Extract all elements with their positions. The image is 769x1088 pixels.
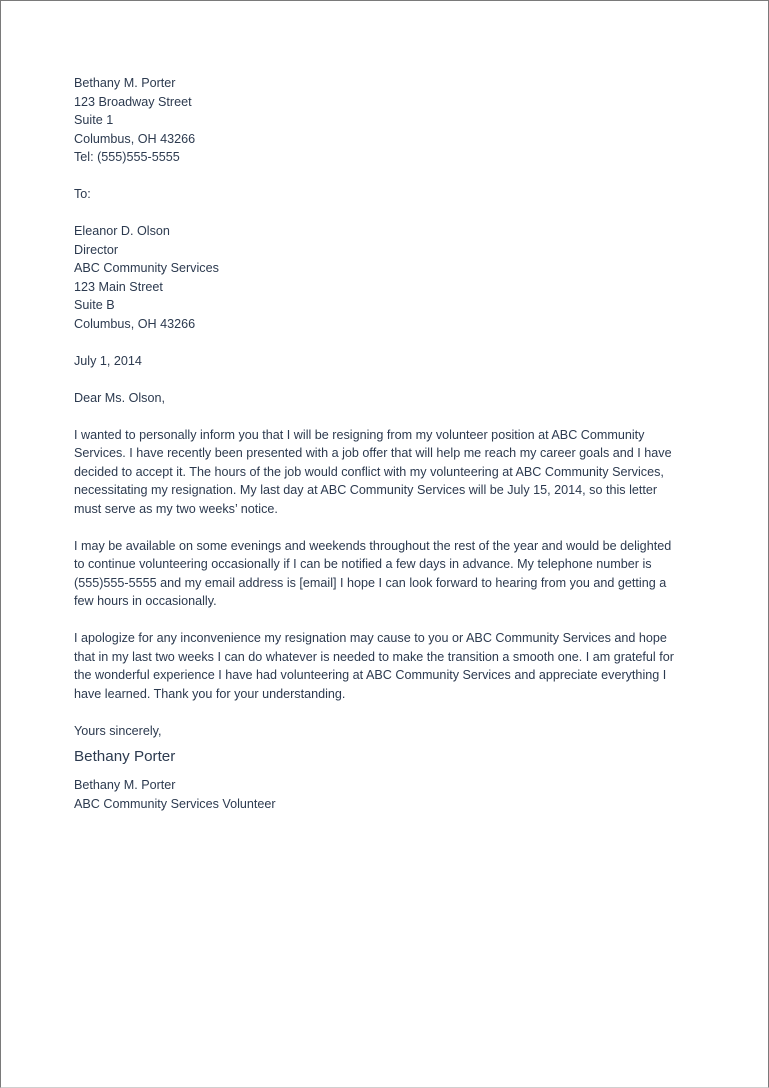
- salutation: Dear Ms. Olson,: [74, 390, 165, 405]
- paragraph-line: few hours in occasionally.: [74, 594, 217, 608]
- paragraph-line: the wonderful experience I have had volunteering at ABC Community Services and appreciate everything I: [74, 668, 667, 682]
- letter-body: [74, 74, 694, 813]
- recipient-organization: ABC Community Services: [74, 261, 219, 275]
- paragraph-line: I wanted to personally inform you that I will be resigning from my volunteer position at ABC Community: [74, 427, 645, 442]
- sender-suite: Suite 1: [74, 113, 114, 127]
- paragraph-line: I may be available on some evenings and weekends throughout the rest of the year and would be delighted: [74, 538, 672, 553]
- sender-telephone: Tel: (555)555-5555: [74, 150, 180, 164]
- spacer: [74, 518, 694, 537]
- spacer: [74, 333, 694, 352]
- spacer: [74, 611, 694, 630]
- spacer: [74, 703, 694, 722]
- sender-name: Bethany M. Porter: [74, 76, 176, 90]
- recipient-street: 123 Main Street: [74, 279, 163, 294]
- spacer: [74, 204, 694, 223]
- paragraph-line: must serve as my two weeks’ notice.: [74, 501, 278, 516]
- spacer: [74, 370, 694, 389]
- spacer: [74, 167, 694, 186]
- spacer: [74, 407, 694, 426]
- paragraph-line: to continue volunteering occasionally if I can be notified a few days in advance. My telephone number is: [74, 557, 652, 571]
- paragraph-line: have learned. Thank you for your understanding.: [74, 686, 346, 701]
- signoff-title: ABC Community Services Volunteer: [74, 796, 276, 811]
- paragraph-2: [74, 537, 694, 611]
- signature: Bethany Porter: [74, 748, 176, 765]
- recipient-city-state-zip: Columbus, OH 43266: [74, 316, 196, 331]
- recipient-address: [74, 222, 694, 333]
- sender-city-state-zip: Columbus, OH 43266: [74, 131, 196, 146]
- paragraph-line: Services. I have recently been presented with a job offer that will help me reach my career goals and I have: [74, 446, 672, 460]
- paragraph-line: I apologize for any inconvenience my resignation may cause to you or ABC Community Services and hope: [74, 631, 667, 645]
- recipient-title: Director: [74, 242, 119, 257]
- paragraph-line: (555)555-5555 and my email address is [email] I hope I can look forward to hearing from you and getting a: [74, 575, 667, 590]
- to-label: To:: [74, 187, 91, 201]
- paragraph-line: necessitating my resignation. My last day at ABC Community Services will be July 15, 2014, so this letter: [74, 483, 658, 497]
- recipient-name: Eleanor D. Olson: [74, 224, 170, 238]
- signoff-name: Bethany M. Porter: [74, 778, 176, 792]
- signoff-block: [74, 776, 694, 813]
- closing: Yours sincerely,: [74, 723, 162, 738]
- sender-street: 123 Broadway Street: [74, 94, 192, 109]
- paragraph-line: that in my last two weeks I can do whatever is needed to make the transition a smooth one. I am grateful for: [74, 649, 674, 664]
- sender-address: [74, 74, 694, 167]
- paragraph-3: [74, 629, 694, 703]
- recipient-suite: Suite B: [74, 298, 115, 312]
- letter-date: July 1, 2014: [74, 353, 142, 368]
- paragraph-line: decided to accept it. The hours of the job would conflict with my volunteering at ABC Community Services,: [74, 464, 664, 479]
- paragraph-1: [74, 426, 694, 519]
